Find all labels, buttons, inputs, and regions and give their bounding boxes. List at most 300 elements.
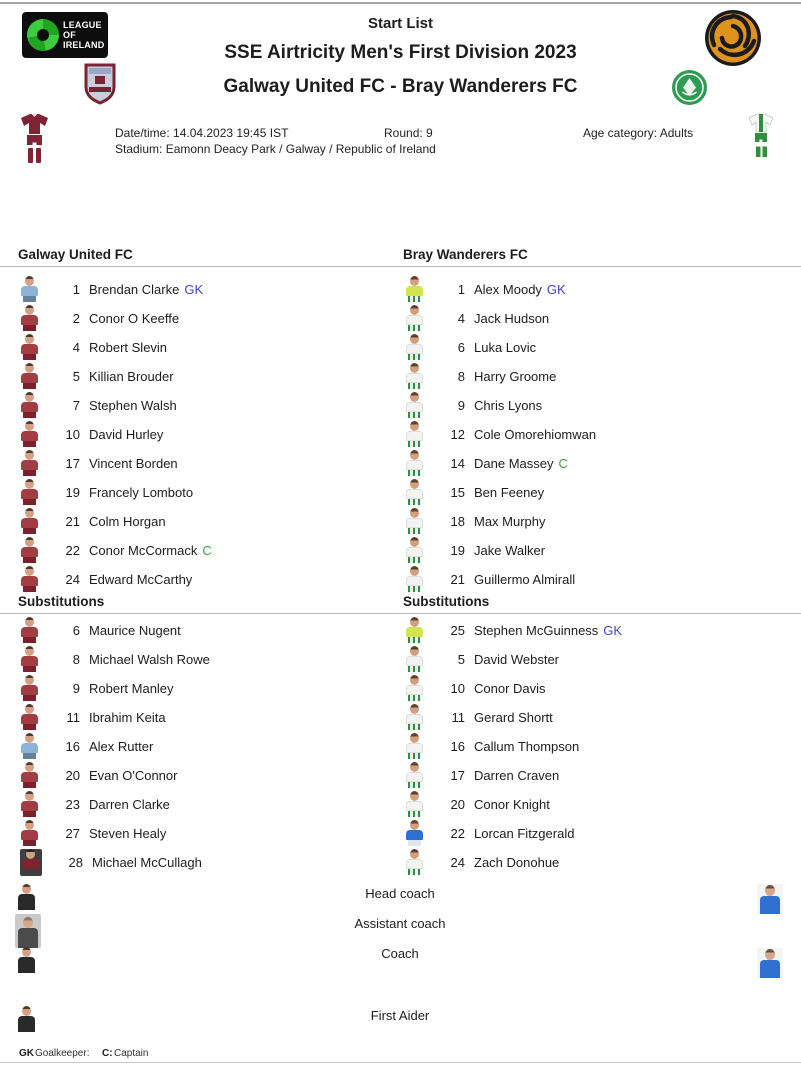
avatar-head (25, 537, 34, 547)
avatar-shirt (406, 772, 423, 782)
avatar-shorts (408, 724, 421, 730)
coach-role-label: Assistant coach (354, 916, 446, 931)
avatar-head (410, 733, 419, 743)
player-row (0, 333, 383, 362)
away-team-name: Bray Wanderers FC (403, 247, 528, 262)
avatar-shirt (21, 656, 38, 666)
player-role-badge: GK (546, 282, 566, 297)
player-number: 12 (450, 427, 465, 442)
avatar-shirt (21, 576, 38, 586)
avatar-shorts (23, 528, 36, 534)
avatar-head (25, 704, 34, 714)
avatar-head (410, 762, 419, 772)
avatar-head (25, 363, 34, 373)
avatar-shirt (406, 518, 423, 528)
avatar-shirt (21, 402, 38, 412)
player-name: Conor O Keeffe (89, 311, 180, 326)
avatar-shirt (406, 344, 423, 354)
away-kit-icon (746, 112, 776, 162)
player-row (385, 420, 795, 449)
player-row (0, 275, 383, 304)
avatar-shorts (23, 296, 36, 302)
player-row (0, 848, 383, 877)
player-row (0, 616, 383, 645)
avatar-shirt (406, 627, 423, 637)
avatar-shorts (23, 724, 36, 730)
player-name: Evan O'Connor (89, 768, 178, 783)
legend-captain-label: Captain (114, 1048, 149, 1059)
avatar-shirt (406, 489, 423, 499)
player-name: Callum Thompson (474, 739, 580, 754)
avatar-shirt (406, 576, 423, 586)
player-number: 6 (457, 340, 465, 355)
legend-gk-label: Goalkeeper: (35, 1048, 90, 1059)
avatar-head (765, 949, 775, 960)
player-number: 8 (457, 369, 465, 384)
player-avatar (405, 849, 424, 876)
avatar-head (410, 479, 419, 489)
player-number: 1 (72, 282, 80, 297)
player-avatar (405, 421, 424, 448)
avatar-head (26, 849, 35, 859)
avatar-shorts (408, 811, 421, 817)
player-number: 15 (450, 485, 465, 500)
player-name: Maurice Nugent (89, 623, 181, 638)
player-number: 5 (457, 652, 465, 667)
player-avatar (405, 617, 424, 644)
player-row (385, 848, 795, 877)
player-number: 16 (450, 739, 465, 754)
avatar-shirt (406, 743, 423, 753)
coach-role-label: Coach (381, 946, 419, 961)
avatar-shirt (406, 460, 423, 470)
avatar-head (25, 508, 34, 518)
player-number: 24 (450, 855, 465, 870)
avatar-head (25, 334, 34, 344)
player-name: Luka Lovic (474, 340, 537, 355)
avatar-head (25, 646, 34, 656)
match-title: Galway United FC - Bray Wanderers FC (223, 76, 578, 97)
avatar-head (410, 334, 419, 344)
player-number: 17 (450, 768, 465, 783)
avatar-shirt (21, 489, 38, 499)
avatar-shorts (23, 811, 36, 817)
subs-divider (0, 613, 801, 614)
player-name: Zach Donohue (474, 855, 560, 870)
avatar-shirt (21, 315, 38, 325)
player-row (0, 420, 383, 449)
avatar-shirt (760, 960, 780, 978)
player-avatar (405, 479, 424, 506)
away-lineup-list (385, 275, 795, 594)
player-row (385, 645, 795, 674)
stadium-text: Stadium: Eamonn Deacy Park / Galway / Republic of Ireland (115, 142, 436, 156)
home-subs-list (0, 616, 383, 877)
avatar-shirt (406, 286, 423, 296)
avatar-shirt (22, 859, 40, 869)
player-number: 14 (450, 456, 465, 471)
player-name: Guillermo Almirall (474, 572, 576, 587)
avatar-shorts (408, 499, 421, 505)
player-name: Robert Manley (89, 681, 174, 696)
player-avatar (20, 450, 39, 477)
player-row (0, 761, 383, 790)
avatar-shorts (23, 869, 36, 875)
avatar-head (410, 791, 419, 801)
player-number: 25 (450, 623, 465, 638)
player-number: 8 (72, 652, 80, 667)
player-number: 20 (450, 797, 465, 812)
avatar-shorts (23, 586, 36, 592)
avatar-head (22, 884, 31, 894)
avatar-shirt (18, 894, 35, 910)
legend-gk-abbr: GK (19, 1048, 34, 1059)
player-avatar (405, 305, 424, 332)
legend-captain-abbr: C: (102, 1048, 113, 1059)
player-number: 19 (450, 543, 465, 558)
player-name: Edward McCarthy (89, 572, 193, 587)
avatar-shorts (23, 840, 36, 846)
avatar-shorts (408, 666, 421, 672)
avatar-head (410, 537, 419, 547)
avatar-shirt (18, 957, 35, 973)
avatar-shirt (406, 547, 423, 557)
player-number: 20 (65, 768, 80, 783)
avatar-shorts (23, 441, 36, 447)
avatar-shorts (408, 753, 421, 759)
avatar-shirt (406, 373, 423, 383)
avatar-head (410, 617, 419, 627)
player-name: Robert Slevin (89, 340, 168, 355)
avatar-shirt (21, 714, 38, 724)
player-avatar (20, 733, 39, 760)
avatar-shorts (408, 528, 421, 534)
league-logo-line2: IRELAND (63, 40, 105, 50)
player-number: 22 (65, 543, 80, 558)
player-number: 9 (457, 398, 465, 413)
player-avatar (20, 276, 39, 303)
player-row (385, 478, 795, 507)
home-assistant-coach-avatar (15, 914, 41, 948)
avatar-shirt (21, 373, 38, 383)
avatar-shirt (406, 859, 423, 869)
avatar-shirt (406, 801, 423, 811)
player-row (0, 449, 383, 478)
galway-united-crest (84, 62, 116, 105)
bottom-divider (0, 1062, 801, 1063)
datetime-text: Date/time: 14.04.2023 19:45 IST (115, 126, 289, 140)
avatar-head (410, 646, 419, 656)
avatar-shirt (406, 714, 423, 724)
player-name: David Hurley (89, 427, 164, 442)
avatar-shirt (406, 656, 423, 666)
player-role-badge: C (202, 543, 212, 558)
avatar-head (410, 363, 419, 373)
player-row (385, 819, 795, 848)
player-row (385, 565, 795, 594)
home-subs-title: Substitutions (18, 594, 105, 609)
player-role-badge: GK (603, 623, 623, 638)
league-of-ireland-logo (22, 12, 108, 58)
player-row (385, 674, 795, 703)
avatar-shorts (408, 586, 421, 592)
player-avatar (20, 762, 39, 789)
player-number: 19 (65, 485, 80, 500)
player-role-badge: GK (184, 282, 204, 297)
avatar-head (25, 733, 34, 743)
home-kit-icon (17, 112, 52, 166)
player-row (385, 333, 795, 362)
player-name: Alex Rutter (89, 739, 154, 754)
player-avatar (20, 820, 39, 847)
player-row (0, 732, 383, 761)
player-row (385, 761, 795, 790)
player-name: Stephen McGuinness (474, 623, 599, 638)
player-avatar (405, 762, 424, 789)
bray-wanderers-crest (671, 69, 708, 106)
player-avatar (20, 646, 39, 673)
player-number: 5 (72, 369, 80, 384)
player-name: Francely Lomboto (89, 485, 194, 500)
avatar-shirt (406, 315, 423, 325)
home-coach-avatar (18, 947, 35, 974)
coach-role-label: First Aider (370, 1008, 430, 1023)
player-number: 21 (65, 514, 80, 529)
home-team-name: Galway United FC (18, 247, 133, 262)
avatar-head (410, 849, 419, 859)
player-name: David Webster (474, 652, 560, 667)
avatar-shorts (408, 637, 421, 643)
player-name: Lorcan Fitzgerald (474, 826, 575, 841)
avatar-head (410, 820, 419, 830)
avatar-head (25, 617, 34, 627)
player-name: Alex Moody (474, 282, 542, 297)
coach-row-first-aider (0, 1006, 801, 1046)
player-number: 23 (65, 797, 80, 812)
player-row (385, 275, 795, 304)
player-avatar (405, 276, 424, 303)
player-number: 24 (65, 572, 80, 587)
player-row (0, 565, 383, 594)
player-name: Jake Walker (474, 543, 546, 558)
league-logo-text (63, 20, 108, 50)
player-avatar (20, 704, 39, 731)
player-row (0, 391, 383, 420)
player-row (385, 362, 795, 391)
player-number: 17 (65, 456, 80, 471)
avatar-head (25, 450, 34, 460)
avatar-shorts (408, 354, 421, 360)
avatar-shirt (21, 627, 38, 637)
avatar-head (410, 305, 419, 315)
avatar-shirt (21, 460, 38, 470)
avatar-shorts (408, 869, 421, 875)
player-avatar (405, 733, 424, 760)
avatar-shirt (406, 830, 423, 840)
player-avatar (405, 334, 424, 361)
player-avatar (405, 646, 424, 673)
player-avatar (20, 791, 39, 818)
round-text: Round: 9 (384, 126, 433, 140)
avatar-head (25, 479, 34, 489)
avatar-shorts (408, 470, 421, 476)
player-name: Chris Lyons (474, 398, 543, 413)
avatar-shirt (406, 402, 423, 412)
player-name: Colm Horgan (89, 514, 166, 529)
away-subs-list (385, 616, 795, 877)
player-avatar (20, 334, 39, 361)
player-row (385, 790, 795, 819)
player-row (0, 478, 383, 507)
player-name: Max Murphy (474, 514, 546, 529)
player-avatar (405, 508, 424, 535)
player-name: Harry Groome (474, 369, 557, 384)
player-number: 27 (65, 826, 80, 841)
away-coach-avatar (757, 948, 783, 978)
avatar-shorts (408, 695, 421, 701)
player-number: 11 (66, 710, 80, 725)
avatar-head (22, 1006, 31, 1016)
player-name: Michael Walsh Rowe (89, 652, 210, 667)
avatar-head (410, 392, 419, 402)
coach-row-coach (0, 944, 801, 1002)
player-avatar (405, 820, 424, 847)
player-name: Conor McCormack (89, 543, 198, 558)
avatar-shirt (21, 431, 38, 441)
player-number: 1 (457, 282, 465, 297)
age-category-text: Age category: Adults (583, 126, 694, 140)
avatar-head (25, 421, 34, 431)
player-row (385, 536, 795, 565)
avatar-head (25, 791, 34, 801)
player-row (0, 819, 383, 848)
competition-title: SSE Airtricity Men's First Division 2023 (224, 42, 577, 63)
player-row (385, 507, 795, 536)
player-avatar (405, 675, 424, 702)
avatar-head (25, 392, 34, 402)
player-name: Darren Clarke (89, 797, 170, 812)
avatar-head (25, 566, 34, 576)
avatar-shorts (23, 499, 36, 505)
player-avatar (20, 849, 42, 876)
page-title: Start List (367, 15, 433, 32)
player-name: Ibrahim Keita (89, 710, 166, 725)
avatar-shorts (408, 557, 421, 563)
avatar-head (22, 947, 31, 957)
player-avatar (20, 675, 39, 702)
player-avatar (20, 305, 39, 332)
player-avatar (405, 392, 424, 419)
player-avatar (20, 508, 39, 535)
player-avatar (20, 479, 39, 506)
avatar-shirt (21, 801, 38, 811)
player-row (0, 790, 383, 819)
avatar-head (410, 566, 419, 576)
avatar-shorts (23, 666, 36, 672)
avatar-shorts (23, 470, 36, 476)
league-logo-line1: LEAGUE OF (63, 20, 102, 40)
avatar-head (25, 762, 34, 772)
player-name: Gerard Shortt (474, 710, 553, 725)
avatar-shirt (760, 896, 780, 914)
player-number: 16 (65, 739, 80, 754)
player-avatar (20, 617, 39, 644)
home-head-coach-avatar (18, 884, 35, 911)
coach-row-assistant-coach (0, 914, 801, 946)
avatar-shorts (23, 637, 36, 643)
avatar-shorts (408, 412, 421, 418)
avatar-shorts (23, 412, 36, 418)
player-number: 10 (65, 427, 80, 442)
avatar-shorts (23, 753, 36, 759)
home-first-aider-avatar (18, 1006, 35, 1033)
player-name: Dane Massey (474, 456, 554, 471)
avatar-head (410, 704, 419, 714)
coach-role-label: Head coach (365, 886, 435, 901)
player-name: Stephen Walsh (89, 398, 177, 413)
avatar-shorts (408, 840, 421, 846)
avatar-shirt (21, 685, 38, 695)
player-number: 7 (72, 398, 80, 413)
player-avatar (20, 566, 39, 593)
player-row (385, 616, 795, 645)
player-number: 9 (72, 681, 80, 696)
avatar-shorts (23, 695, 36, 701)
player-row (385, 732, 795, 761)
first-division-logo (703, 8, 763, 68)
away-head-coach-avatar (757, 884, 783, 914)
player-name: Jack Hudson (474, 311, 550, 326)
avatar-head (410, 421, 419, 431)
league-swirl-icon (27, 19, 59, 51)
avatar-shirt (406, 431, 423, 441)
avatar-shorts (408, 441, 421, 447)
player-avatar (405, 450, 424, 477)
avatar-shorts (23, 383, 36, 389)
player-name: Conor Davis (474, 681, 546, 696)
player-name: Steven Healy (89, 826, 167, 841)
player-number: 18 (450, 514, 465, 529)
player-number: 21 (450, 572, 465, 587)
player-avatar (20, 537, 39, 564)
avatar-head (25, 276, 34, 286)
avatar-head (410, 675, 419, 685)
player-number: 6 (72, 623, 80, 638)
avatar-head (410, 276, 419, 286)
avatar-shorts (23, 325, 36, 331)
home-lineup-list (0, 275, 383, 594)
player-row (0, 674, 383, 703)
player-row (0, 362, 383, 391)
avatar-shirt (21, 286, 38, 296)
away-subs-title: Substitutions (403, 594, 490, 609)
player-number: 2 (72, 311, 80, 326)
avatar-shirt (21, 547, 38, 557)
avatar-shirt (21, 344, 38, 354)
avatar-shorts (23, 782, 36, 788)
avatar-shorts (23, 557, 36, 563)
avatar-shorts (408, 782, 421, 788)
player-name: Cole Omorehiomwan (474, 427, 597, 442)
player-number: 10 (450, 681, 465, 696)
player-row (385, 703, 795, 732)
avatar-shirt (406, 685, 423, 695)
avatar-head (410, 450, 419, 460)
player-row (0, 304, 383, 333)
player-number: 22 (450, 826, 465, 841)
avatar-shirt (21, 830, 38, 840)
avatar-shorts (408, 325, 421, 331)
